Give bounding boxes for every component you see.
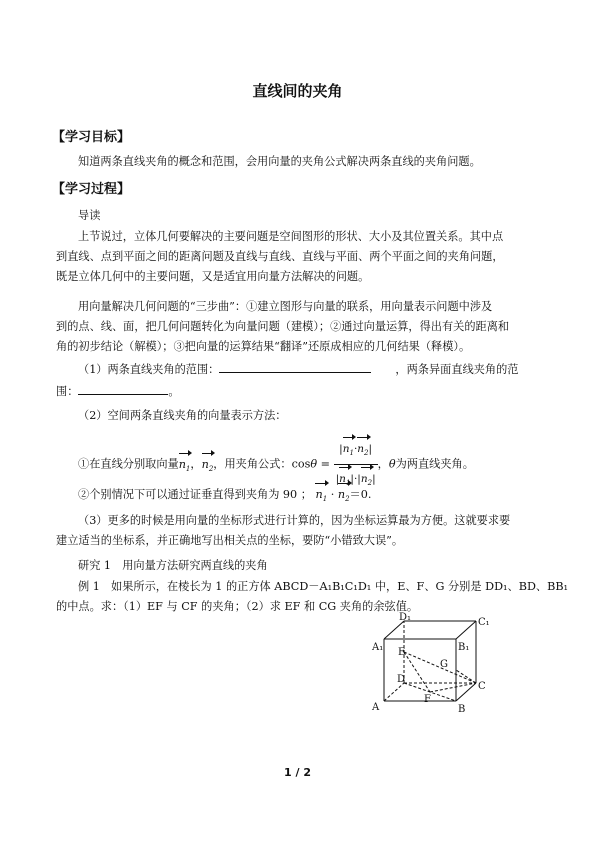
item1-line2 [56,382,180,401]
guide-label: 导读 [78,209,101,222]
example-line2: 的中点。求：（1）EF 与 CF 的夹角；（2）求 EF 和 CG 夹角的余弦值。 [56,600,419,613]
formula-theta: θ [310,457,318,471]
formula-equals: = [317,457,334,471]
range-blank-2[interactable] [78,382,168,395]
edge-b1c1 [456,621,476,639]
item1-skew-label: ，两条异面直线夹角的范 [395,363,519,376]
seg-cg [456,670,476,683]
label-g: G [440,659,448,670]
vector-n1: $n_1$ [179,452,191,479]
label-d: D [397,674,406,685]
vector-n2: $n_2$ [202,452,214,479]
special-case-line: ②个别情况下可以通过证垂直得到夹角为 90 ； $n_1 \cdot n_2=0$. [78,482,371,509]
special-case-zero: ＝0. [349,488,372,501]
label-f: F [424,694,431,705]
page-title: 直线间的夹角 [252,82,343,100]
formula-cos: cos [291,457,311,471]
edge-ad [384,683,404,701]
formula-comma: ， [190,457,202,471]
goal-text: 知道两条直线夹角的概念和范围，会用向量的夹角公式解决两条直线的夹角问题。 [78,155,481,168]
label-a: A [372,702,380,713]
item3-line2: 建立适当的坐标系，并正确地写出相关点的坐标，要防“小错致大误”。 [56,534,404,547]
formula-tail: 为两直线夹角。 [395,457,474,471]
edge-a1d1 [384,621,404,639]
item1-range-label: （1）两条直线夹角的范围： [78,363,220,376]
guide-para2-line3: 角的初步结论（解模）；③把向量的运算结果“翻译”还原成相应的几何结果（释模）。 [56,340,471,353]
vector-n2-b: $n_2$ [338,482,350,509]
edge-bc [456,683,476,701]
guide-para1-line1: 上节说过，立体几何要解决的主要问题是空间图形的形状、大小及其位置关系。其中点 [78,230,504,243]
label-d1: D₁ [399,612,412,623]
angle-fraction: $\frac{|n_1\cdot n_2|}{|n_1|\cdot|n_2|}$ [334,436,378,493]
item2-text: （2）空间两条直线夹角的向量表示方法： [78,409,287,422]
guide-para2-line2: 到的点、线、面，把几何问题转化为向量问题（建模）；②通过向量运算，得出有关的距离和 [56,320,510,333]
guide-para1-line2: 到直线、点到平面之间的距离问题及直线与直线、直线与平面、两个平面之间的夹角问题， [56,250,504,263]
label-a1: A₁ [372,642,384,653]
guide-para2-line1: 用向量解决几何问题的“三步曲”：①建立图形与向量的联系，用向量表示问题中涉及 [78,300,493,313]
item1-line1 [78,360,518,379]
guide-para1-line3: 既是立体几何中的主要问题，又是适宜用向量方法解决的问题。 [56,270,370,283]
label-c: C [478,681,486,692]
formula-comma-2: ， [377,457,389,471]
label-b1: B₁ [458,642,470,653]
goal-heading: 【学习目标】 [52,130,131,145]
range-blank-1[interactable] [219,360,371,373]
page-number: 1 / 2 [284,766,311,779]
vector-n1-b: $n_1$ [315,482,327,509]
special-case-text: ②个别情况下可以通过证垂直得到夹角为 90 ； [78,488,312,501]
label-c1: C₁ [478,617,490,628]
formula-theta-2: θ [388,457,396,471]
label-e: E [398,647,406,658]
seg-fc [430,683,476,692]
item3-line1: （3）更多的时候是用向量的坐标形式进行计算的，因为坐标运算最为方便。这就要求要 [78,514,511,527]
formula-intro: ①在直线分别取向量 [78,457,179,471]
seg-ef [404,652,430,692]
research-heading: 研究 1 用向量方法研究两直线的夹角 [78,559,268,572]
cube-figure [360,612,500,717]
process-heading: 【学习过程】 [52,182,131,197]
label-b: B [458,704,466,715]
formula-lead: ，用夹角公式： [213,457,292,471]
example-line1: 例 1 如果所示，在棱长为 1 的正方体 ABCD－A₁B₁C₁D₁ 中，E、F、G 分别是 DD₁、BD、BB₁ [78,580,569,593]
item1-range-label-2: 围： [56,385,79,398]
item1-period: 。 [168,385,180,398]
